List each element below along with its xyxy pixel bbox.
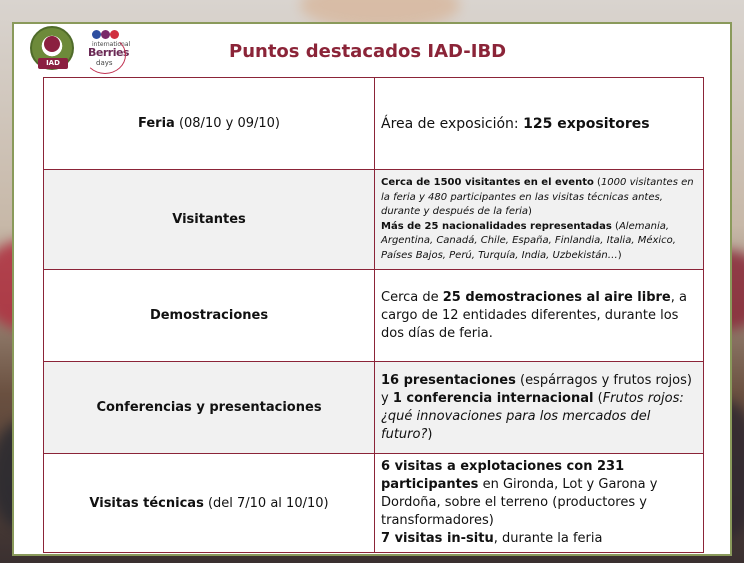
desc-text: Cerca de: [381, 289, 443, 305]
page-title: Puntos destacados IAD-IBD: [229, 41, 507, 62]
label-bold: Visitantes: [172, 212, 246, 227]
logo-text-international: international: [92, 41, 131, 48]
desc-italic: Frutos rojos: ¿qué innovaciones para los mercados del futuro?: [381, 390, 684, 442]
row-label-conferencias: [44, 362, 375, 454]
label-rest: (08/10 y 09/10): [174, 116, 280, 131]
row-desc-feria: [375, 78, 704, 170]
desc-text: ): [427, 426, 433, 442]
desc-bold: 1 conferencia internacional: [392, 390, 594, 406]
row-desc-visitantes: [375, 170, 704, 270]
iad-logo-emblem: [44, 36, 60, 52]
berries-days-logo: [82, 26, 130, 74]
row-desc-visitas: [375, 454, 704, 553]
desc-text: (: [611, 220, 619, 232]
desc-text: ): [617, 249, 622, 261]
highlights-table: [43, 77, 704, 553]
desc-text: , durante la feria: [493, 531, 603, 546]
desc-bold: 6 visitas a explotaciones con 231 participantes: [381, 459, 625, 492]
desc-bold: 16 presentaciones: [381, 372, 516, 388]
label-bold: Feria: [138, 116, 175, 131]
desc-italic: 1000 visitantes en la feria y 480 participantes en las visitas técnicas antes, durante y después de la feria: [381, 177, 694, 217]
desc-bold: 7 visitas in-situ: [381, 531, 494, 546]
row-label-visitantes: [44, 170, 375, 270]
table-row: [44, 270, 704, 362]
label-bold: Demostraciones: [149, 308, 269, 323]
logo-arc: [84, 36, 126, 74]
row-label-demostraciones: [44, 270, 375, 362]
row-label-feria: [44, 78, 375, 170]
desc-bold: Cerca de 1500 visitantes en el evento: [381, 177, 594, 188]
desc-text: , a cargo de 12 entidades diferentes, durante los dos días de feria.: [381, 289, 687, 341]
desc-italic: Alemania, Argentina, Canadá, Chile, España, Finlandia, Italia, México, Países Bajos, Perú, Turquía, India, Uzbekistán…: [381, 220, 676, 261]
desc-text: (: [593, 390, 603, 406]
desc-text: en Gironda, Lot y Garona y Dordoña, sobre el terreno (productores y transformadores): [381, 477, 658, 528]
table-row: [44, 454, 704, 553]
logo-text-berries: Berries: [88, 46, 129, 59]
iad-logo: [30, 26, 74, 70]
table-row: [44, 78, 704, 170]
desc-text: Área de exposición:: [381, 115, 524, 132]
desc-bold: 125 expositores: [523, 115, 650, 132]
iad-logo-ribbon: IAD: [38, 58, 68, 69]
desc-text: (espárragos y frutos rojos) y: [381, 372, 692, 406]
logo-text-days: days: [96, 59, 113, 67]
desc-bold: 25 demostraciones al aire libre: [442, 289, 671, 305]
row-desc-conferencias: [375, 362, 704, 454]
label-bold: Visitas técnicas: [89, 495, 204, 511]
row-label-visitas: [44, 454, 375, 553]
desc-text: (: [593, 177, 601, 188]
table-row: [44, 362, 704, 454]
desc-text: ): [528, 206, 532, 217]
slide: [12, 22, 732, 556]
label-rest: (del 7/10 al 10/10): [203, 495, 329, 511]
desc-bold: Más de 25 nacionalidades representadas: [381, 220, 612, 232]
row-desc-demostraciones: [375, 270, 704, 362]
table-row: [44, 170, 704, 270]
label-bold: Conferencias y presentaciones: [96, 400, 322, 415]
